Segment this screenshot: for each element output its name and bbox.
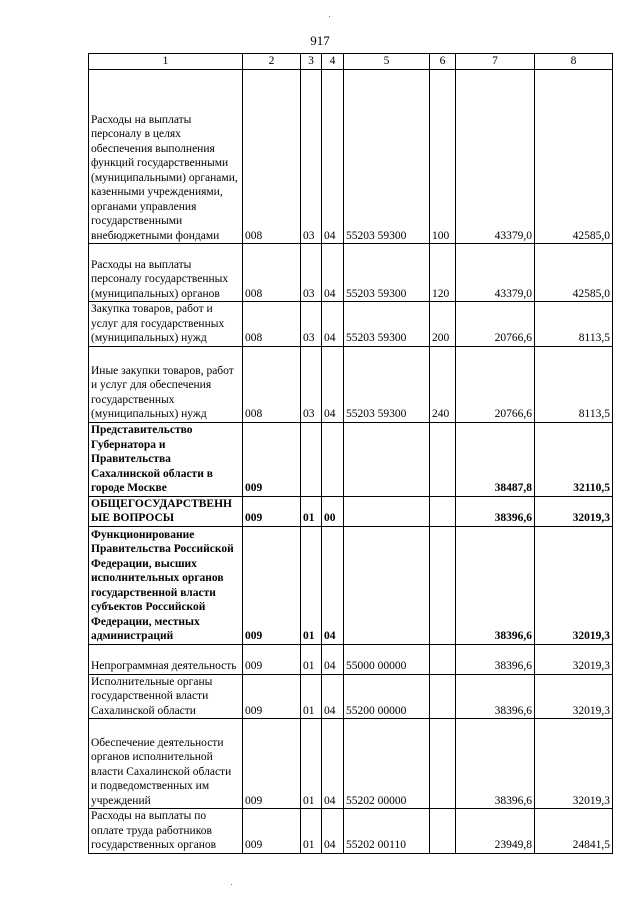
amount-year-2: 32019,3 — [535, 496, 613, 526]
section-code: 01 — [301, 719, 322, 809]
target-article-code: 55202 00110 — [344, 809, 430, 854]
ministry-code: 009 — [243, 496, 301, 526]
subsection-code: 04 — [322, 70, 344, 244]
target-article-code: 55203 59300 — [344, 302, 430, 347]
table-row — [89, 346, 613, 422]
table-row — [89, 719, 613, 809]
ministry-code: 009 — [243, 674, 301, 719]
column-header: 1 — [89, 54, 243, 70]
table-body — [89, 70, 613, 854]
ministry-code: 009 — [243, 719, 301, 809]
subsection-code: 04 — [322, 674, 344, 719]
amount-year-1: 38396,6 — [456, 644, 535, 674]
expense-type-code — [430, 422, 456, 496]
ministry-code: 009 — [243, 422, 301, 496]
amount-year-1: 38396,6 — [456, 674, 535, 719]
scan-speck — [329, 16, 330, 17]
subsection-code — [322, 422, 344, 496]
section-code: 01 — [301, 674, 322, 719]
column-header: 2 — [243, 54, 301, 70]
column-header: 7 — [456, 54, 535, 70]
page-number: 917 — [310, 33, 330, 48]
amount-year-1: 38396,6 — [456, 526, 535, 644]
amount-year-1: 38396,6 — [456, 496, 535, 526]
subsection-code: 04 — [322, 346, 344, 422]
table-row — [89, 809, 613, 854]
amount-year-1: 23949,8 — [456, 809, 535, 854]
expense-type-code: 100 — [430, 70, 456, 244]
section-code: 03 — [301, 302, 322, 347]
amount-year-2: 42585,0 — [535, 70, 613, 244]
expense-type-code: 200 — [430, 302, 456, 347]
column-header: 5 — [344, 54, 430, 70]
row-description: Расходы на выплаты персоналу в целях обеспечения выполнения функций государственными (муниципальными) органами, казенными учреждениями, органами управления государственными внебюджетными фондами — [89, 70, 243, 244]
subsection-code: 04 — [322, 644, 344, 674]
budget-table — [88, 53, 613, 854]
row-description: Закупка товаров, работ и услуг для государственных (муниципальных) нужд — [89, 302, 243, 347]
target-article-code: 55000 00000 — [344, 644, 430, 674]
column-header: 3 — [301, 54, 322, 70]
amount-year-2: 32019,3 — [535, 719, 613, 809]
section-code: 01 — [301, 496, 322, 526]
ministry-code: 009 — [243, 644, 301, 674]
section-code: 01 — [301, 644, 322, 674]
table-row — [89, 644, 613, 674]
expense-type-code — [430, 496, 456, 526]
expense-type-code — [430, 644, 456, 674]
amount-year-1: 38396,6 — [456, 719, 535, 809]
table-row — [89, 422, 613, 496]
table-row — [89, 302, 613, 347]
row-description: ОБЩЕГОСУДАРСТВЕННЫЕ ВОПРОСЫ — [89, 496, 243, 526]
expense-type-code — [430, 674, 456, 719]
amount-year-2: 8113,5 — [535, 346, 613, 422]
ministry-code: 008 — [243, 302, 301, 347]
amount-year-2: 24841,5 — [535, 809, 613, 854]
target-article-code: 55203 59300 — [344, 244, 430, 302]
row-description: Исполнительные органы государственной власти Сахалинской области — [89, 674, 243, 719]
amount-year-2: 32019,3 — [535, 526, 613, 644]
amount-year-2: 32110,5 — [535, 422, 613, 496]
subsection-code: 04 — [322, 809, 344, 854]
row-description: Обеспечение деятельности органов исполнительной власти Сахалинской области и подведомственных им учреждений — [89, 719, 243, 809]
row-description: Функционирование Правительства Российской Федерации, высших исполнительных органов государственной власти субъектов Российской Федерации, местных администраций — [89, 526, 243, 644]
expense-type-code: 120 — [430, 244, 456, 302]
amount-year-1: 20766,6 — [456, 302, 535, 347]
amount-year-1: 20766,6 — [456, 346, 535, 422]
subsection-code: 04 — [322, 719, 344, 809]
target-article-code: 55200 00000 — [344, 674, 430, 719]
ministry-code: 008 — [243, 70, 301, 244]
table-row — [89, 70, 613, 244]
table-row — [89, 526, 613, 644]
target-article-code — [344, 422, 430, 496]
amount-year-2: 32019,3 — [535, 644, 613, 674]
expense-type-code — [430, 526, 456, 644]
subsection-code: 04 — [322, 244, 344, 302]
amount-year-2: 8113,5 — [535, 302, 613, 347]
target-article-code: 55203 59300 — [344, 346, 430, 422]
expense-type-code — [430, 809, 456, 854]
column-number-row — [89, 54, 613, 70]
table-row — [89, 244, 613, 302]
section-code: 03 — [301, 346, 322, 422]
amount-year-2: 42585,0 — [535, 244, 613, 302]
ministry-code: 009 — [243, 526, 301, 644]
column-header: 4 — [322, 54, 344, 70]
target-article-code — [344, 496, 430, 526]
amount-year-2: 32019,3 — [535, 674, 613, 719]
ministry-code: 008 — [243, 244, 301, 302]
amount-year-1: 38487,8 — [456, 422, 535, 496]
subsection-code: 04 — [322, 302, 344, 347]
ministry-code: 008 — [243, 346, 301, 422]
section-code: 03 — [301, 70, 322, 244]
section-code: 03 — [301, 244, 322, 302]
ministry-code: 009 — [243, 809, 301, 854]
expense-type-code — [430, 719, 456, 809]
row-description: Иные закупки товаров, работ и услуг для обеспечения государственных (муниципальных) нужд — [89, 346, 243, 422]
target-article-code: 55203 59300 — [344, 70, 430, 244]
target-article-code: 55202 00000 — [344, 719, 430, 809]
table-row — [89, 674, 613, 719]
target-article-code — [344, 526, 430, 644]
row-description: Непрограммная деятельность — [89, 644, 243, 674]
amount-year-1: 43379,0 — [456, 70, 535, 244]
row-description: Расходы на выплаты персоналу государственных (муниципальных) органов — [89, 244, 243, 302]
section-code: 01 — [301, 809, 322, 854]
expense-type-code: 240 — [430, 346, 456, 422]
column-header: 8 — [535, 54, 613, 70]
section-code: 01 — [301, 526, 322, 644]
column-header: 6 — [430, 54, 456, 70]
section-code — [301, 422, 322, 496]
row-description: Расходы на выплаты по оплате труда работников государственных органов — [89, 809, 243, 854]
subsection-code: 00 — [322, 496, 344, 526]
scan-speck — [231, 884, 232, 885]
amount-year-1: 43379,0 — [456, 244, 535, 302]
row-description: Представительство Губернатора и Правительства Сахалинской области в городе Москве — [89, 422, 243, 496]
table-row — [89, 496, 613, 526]
subsection-code: 04 — [322, 526, 344, 644]
